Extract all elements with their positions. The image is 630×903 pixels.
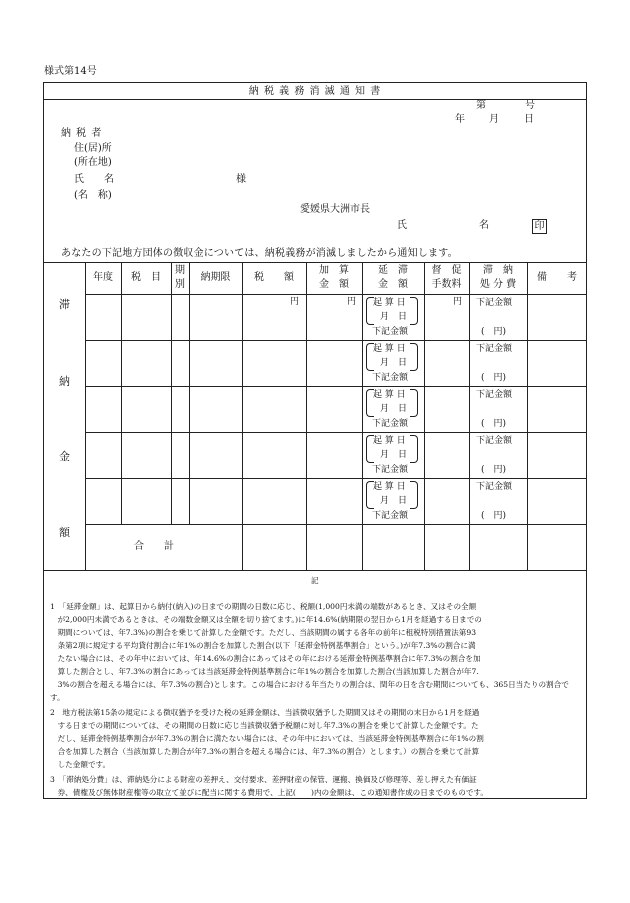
date-month-label: 月 bbox=[489, 114, 499, 125]
official-seal-mark: 印 bbox=[532, 219, 547, 234]
header-disposition-line2: 処 分 費 bbox=[479, 279, 517, 290]
note-line: が2,000円未満であるときは、その端数金額又は全額を切り捨てます。)に年14.6%(納期限の翌日から1月を経過する日までの bbox=[50, 615, 482, 624]
doc-number-suffix: 号 bbox=[525, 100, 535, 111]
note-line: 条第2項に規定する平均貸付割合に年1%の割合を加算した割合(以下「延滞金特例基準割合」という。)が年7.3%の割合に満 bbox=[50, 641, 476, 650]
header-reminder-line2: 手数料 bbox=[431, 279, 462, 290]
note-line: 券、債権及び無体財産権等の取立て並びに配当に関する費用で、上記( )内の金額は、この通知書作成の日までのものです。 bbox=[50, 788, 489, 797]
calc-month-day-label: 月 日 bbox=[380, 358, 408, 368]
row-divider-4 bbox=[85, 478, 587, 479]
note-line: 期間については、年7.3%)の割合を乗じて計算した金額です。ただし、当該期間の属する各年の前年に租税特別措置法第93 bbox=[50, 628, 477, 637]
title-divider bbox=[43, 99, 587, 100]
tax-amount-yen-unit: 円 bbox=[290, 297, 300, 307]
intro-statement: あなたの下記地方団体の徴収金については、納税義務が消滅しましたから通知します。 bbox=[61, 248, 458, 259]
calc-start-date-label: 起 算 日 bbox=[373, 390, 406, 400]
header-period-line2: 別 bbox=[175, 279, 185, 290]
below-amount-label: 下記金額 bbox=[372, 327, 409, 337]
header-period-line1: 期 bbox=[175, 265, 185, 276]
side-label-char: 納 bbox=[59, 375, 70, 388]
note-line: たない場合には、その年中においては、年14.6%の割合にあってはその年における延滞金特例基準割合に年7.3%の割合を加 bbox=[50, 654, 481, 663]
table-top-border bbox=[43, 262, 587, 263]
below-amount-label: 下記金額 bbox=[372, 465, 409, 475]
header-due-date: 納期限 bbox=[200, 272, 231, 283]
issuer-name-label-2: 名 bbox=[479, 220, 489, 231]
note-line: 1 「延滞金額」は、起算日から納付(納入)の日までの期間の日数に応じ、税額(1,000円未満の端数があるとき、又はその全額 bbox=[50, 602, 477, 611]
header-reminder-line1: 督 促 bbox=[431, 265, 462, 276]
column-line bbox=[171, 262, 172, 524]
calc-start-date-label: 起 算 日 bbox=[373, 482, 406, 492]
calc-start-date-label: 起 算 日 bbox=[373, 298, 406, 308]
calc-month-day-label: 月 日 bbox=[380, 312, 408, 322]
column-line bbox=[306, 262, 307, 570]
note-line: 3 「滞納処分費」は、滞納処分による財産の差押え、交付要求、差押財産の保管、運搬、換価及び修理等、差し押えた有価証 bbox=[50, 775, 477, 784]
disposition-below-amount: 下記金額 bbox=[476, 344, 513, 354]
table-header-divider bbox=[85, 294, 587, 295]
header-remarks: 備 考 bbox=[537, 272, 577, 283]
column-line bbox=[85, 262, 86, 570]
calc-month-day-label: 月 日 bbox=[380, 496, 408, 506]
side-label-char: 滞 bbox=[59, 298, 70, 311]
calc-month-day-label: 月 日 bbox=[380, 450, 408, 460]
issuer-name-label-1: 氏 bbox=[397, 220, 407, 231]
document-title: 納 税 義 務 消 滅 通 知 書 bbox=[248, 86, 382, 97]
row-divider-3 bbox=[85, 432, 587, 433]
note-line: した金額です。 bbox=[50, 760, 111, 769]
surcharge-yen-unit: 円 bbox=[347, 297, 357, 307]
doc-number-prefix: 第 bbox=[476, 100, 486, 111]
disposition-below-amount: 下記金額 bbox=[476, 436, 513, 446]
notes-heading: 記 bbox=[311, 576, 319, 585]
below-amount-label: 下記金額 bbox=[372, 419, 409, 429]
disposition-yen-paren: ( 円) bbox=[481, 465, 507, 475]
calc-start-date-label: 起 算 日 bbox=[373, 436, 406, 446]
bracket-right bbox=[410, 297, 418, 325]
issuer-organization: 愛媛県大洲市長 bbox=[300, 204, 370, 215]
taxpayer-address-label: 住(居)所 bbox=[74, 143, 112, 154]
bracket-right bbox=[410, 481, 418, 509]
bracket-right bbox=[410, 389, 418, 417]
side-label-char: 額 bbox=[59, 526, 70, 539]
row-divider-2 bbox=[85, 386, 587, 387]
total-row-label: 合 計 bbox=[134, 541, 174, 552]
disposition-yen-paren: ( 円) bbox=[481, 419, 507, 429]
taxpayer-name-label: 氏 名 bbox=[74, 174, 114, 185]
note-line: 2 地方税法第15条の規定による徴収猶予を受けた税の延滞金額は、当該徴収猶予した期間又はその期間の末日から1月を経過 bbox=[50, 708, 480, 717]
reminder-yen-unit: 円 bbox=[453, 297, 463, 307]
taxpayer-name-alt-label: (名 称) bbox=[74, 190, 112, 201]
below-amount-label: 下記金額 bbox=[372, 511, 409, 521]
note-line: する日までの期間については、その期間の日数に応じ当該徴収猶予税額に対し年7.3%の割合を乗じて計算した金額です。た bbox=[50, 721, 479, 730]
column-line bbox=[527, 262, 528, 570]
disposition-yen-paren: ( 円) bbox=[481, 327, 507, 337]
note-line: だし、延滞金特例基準割合が年7.3%の割合に満たない場合には、その年中においては、当該延滞金特例基準割合に年1%の割 bbox=[50, 734, 484, 743]
header-tax-item: 税 目 bbox=[131, 272, 161, 283]
header-surcharge-line2: 金 額 bbox=[319, 279, 349, 290]
taxpayer-address-alt-label: (所在地) bbox=[74, 157, 112, 168]
disposition-yen-paren: ( 円) bbox=[481, 373, 507, 383]
column-line bbox=[469, 262, 470, 570]
bracket-right bbox=[410, 343, 418, 371]
column-line bbox=[242, 262, 243, 570]
column-line bbox=[362, 262, 363, 570]
header-late-fee-line2: 金 額 bbox=[378, 279, 408, 290]
calc-month-day-label: 月 日 bbox=[380, 404, 408, 414]
header-late-fee-line1: 延 滞 bbox=[378, 265, 408, 276]
disposition-below-amount: 下記金額 bbox=[476, 298, 513, 308]
below-amount-label: 下記金額 bbox=[372, 373, 409, 383]
header-fiscal-year: 年度 bbox=[93, 272, 113, 283]
note-line: 算した割合とし、年7.3%の割合にあっては当該延滞金特例基準割合に年1%の割合を加算した割合(当該加算した割合が年7. bbox=[50, 667, 479, 676]
column-line bbox=[424, 262, 425, 570]
table-bottom-border bbox=[43, 570, 587, 571]
column-line bbox=[189, 262, 190, 524]
note-line: 3%の割合を超える場合には、年7.3%の割合)とします。この場合における年当たりの割合は、閏年の日を含む期間についても、365日当たりの割合です。 bbox=[50, 680, 569, 703]
calc-start-date-label: 起 算 日 bbox=[373, 344, 406, 354]
side-label-char: 金 bbox=[59, 450, 70, 463]
bracket-right bbox=[410, 435, 418, 463]
date-year-label: 年 bbox=[455, 114, 465, 125]
disposition-yen-paren: ( 円) bbox=[481, 511, 507, 521]
disposition-below-amount: 下記金額 bbox=[476, 482, 513, 492]
header-tax-amount: 税 額 bbox=[254, 272, 294, 283]
row-divider-1 bbox=[85, 340, 587, 341]
disposition-below-amount: 下記金額 bbox=[476, 390, 513, 400]
header-surcharge-line1: 加 算 bbox=[319, 265, 349, 276]
date-day-label: 日 bbox=[524, 114, 534, 125]
form-number: 様式第14号 bbox=[44, 66, 97, 77]
taxpayer-honorific: 様 bbox=[236, 174, 246, 185]
header-disposition-line1: 滞 納 bbox=[483, 265, 513, 276]
column-line bbox=[121, 262, 122, 524]
taxpayer-heading: 納 税 者 bbox=[61, 128, 103, 139]
row-divider-5 bbox=[85, 524, 587, 525]
note-line: 合を加算した割合（当該加算した割合が年7.3%の割合を超える場合には、年7.3%の割合）とします。）の割合を乗じて計算 bbox=[50, 747, 480, 756]
